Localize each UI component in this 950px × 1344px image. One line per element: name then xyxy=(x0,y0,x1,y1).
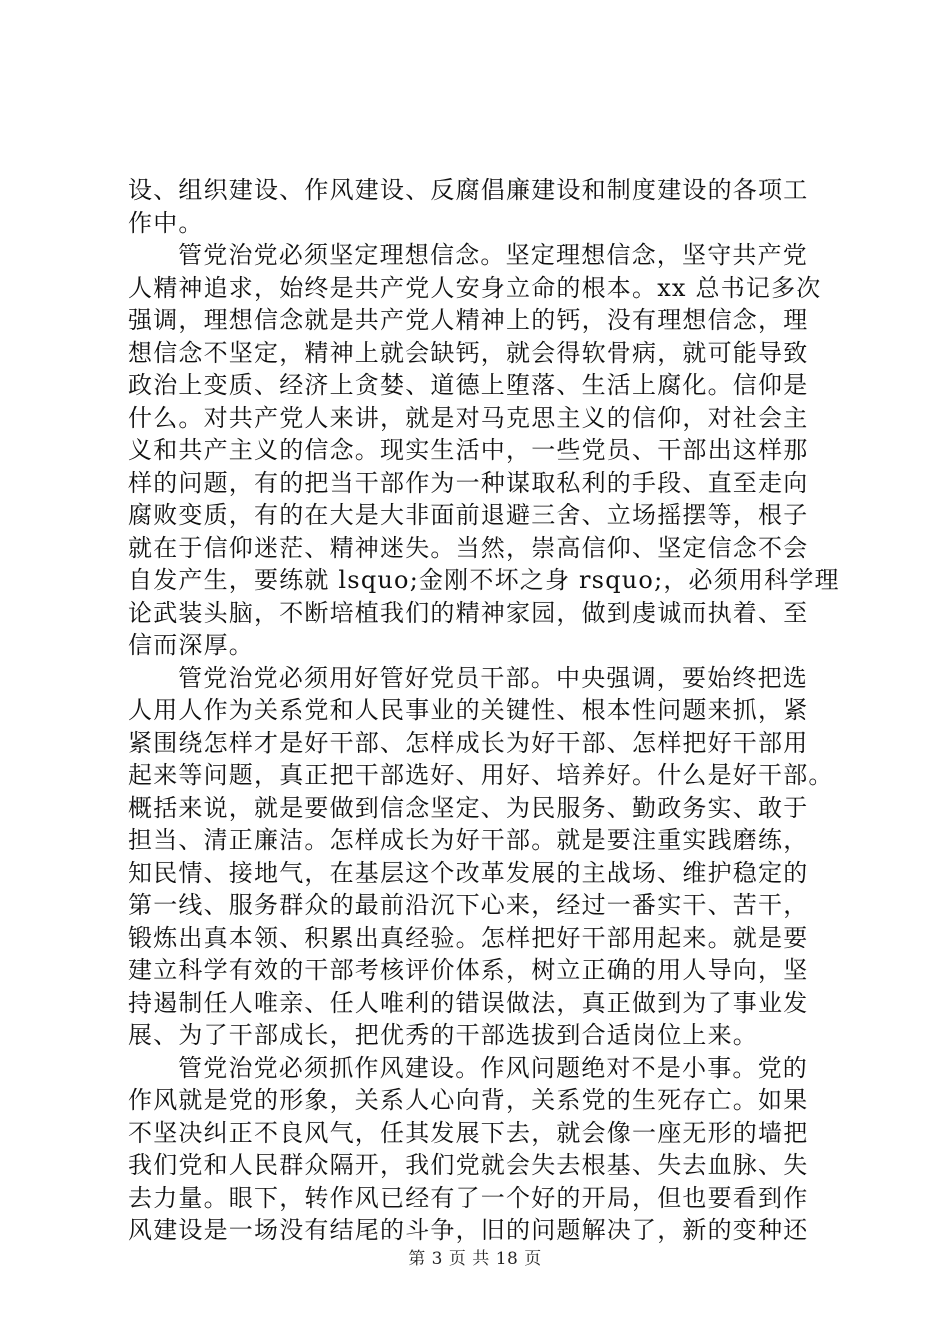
text-line: 义和共产主义的信念。现实生活中，一些党员、干部出这样那 xyxy=(128,436,809,464)
text-line: 样的问题，有的把当干部作为一种谋取私利的手段、直至走向 xyxy=(128,468,809,497)
text-line: 我们党和人民群众隔开，我们党就会失去根基、失去血脉、失 xyxy=(128,1151,809,1179)
text-line: 概括来说，就是要做到信念坚定、为民服务、勤政务实、敢于 xyxy=(128,793,809,822)
text-line: 持遏制任人唯亲、任人唯利的错误做法，真正做到为了事业发 xyxy=(128,988,809,1017)
text-line: 强调，理想信念就是共产党人精神上的钙，没有理想信念，理 xyxy=(128,306,809,334)
paragraph-start-line: 管党治党必须抓作风建设。作风问题绝对不是小事。党的 xyxy=(178,1053,808,1082)
text-line: 想信念不坚定，精神上就会缺钙，就会得软骨病，就可能导致 xyxy=(128,338,809,367)
text-line: 风建设是一场没有结尾的斗争，旧的问题解决了，新的变种还 xyxy=(128,1216,809,1244)
body-text xyxy=(128,174,848,1247)
text-line: 不坚决纠正不良风气，任其发展下去，就会像一座无形的墙把 xyxy=(128,1118,809,1147)
text-line: 信而深厚。 xyxy=(128,631,254,659)
paragraph-start-line: 管党治党必须坚定理想信念。坚定理想信念，坚守共产党 xyxy=(178,241,808,269)
text-line: 作风就是党的形象，关系人心向背，关系党的生死存亡。如果 xyxy=(128,1086,809,1114)
text-line: 紧围绕怎样才是好干部、怎样成长为好干部、怎样把好干部用 xyxy=(128,728,809,757)
text-line: 就在于信仰迷茫、精神迷失。当然，崇高信仰、坚定信念不会 xyxy=(128,533,809,562)
text-line: 第一线、服务群众的最前沿沉下心来，经过一番实干、苦干， xyxy=(128,891,809,919)
paragraph-start-line: 管党治党必须用好管好党员干部。中央强调，要始终把选 xyxy=(178,663,808,692)
text-line: 去力量。眼下，转作风已经有了一个好的开局，但也要看到作 xyxy=(128,1183,809,1212)
text-line: 什么。对共产党人来讲，就是对马克思主义的信仰，对社会主 xyxy=(128,403,809,432)
text-line: 锻炼出真本领、积累出真经验。怎样把好干部用起来。就是要 xyxy=(128,923,809,952)
text-line: 自发产生，要练就 lsquo;金刚不坏之身 rsquo;，必须用科学理 xyxy=(128,566,840,594)
text-line: 政治上变质、经济上贪婪、道德上堕落、生活上腐化。信仰是 xyxy=(128,371,809,399)
text-line: 论武装头脑，不断培植我们的精神家园，做到虔诚而执着、至 xyxy=(128,598,809,627)
text-line: 知民情、接地气，在基层这个改革发展的主战场、维护稳定的 xyxy=(128,858,809,887)
text-line: 设、组织建设、作风建设、反腐倡廉建设和制度建设的各项工 xyxy=(128,176,809,204)
page-footer: 第 3 页 共 18 页 xyxy=(408,1249,542,1269)
text-line: 起来等问题，真正把干部选好、用好、培养好。什么是好干部。 xyxy=(128,761,834,789)
text-line: 展、为了干部成长，把优秀的干部选拔到合适岗位上来。 xyxy=(128,1021,758,1049)
text-line: 担当、清正廉洁。怎样成长为好干部。就是要注重实践磨练， xyxy=(128,826,809,854)
text-line: 人用人作为关系党和人民事业的关键性、根本性问题来抓，紧 xyxy=(128,696,809,724)
text-line: 建立科学有效的干部考核评价体系，树立正确的用人导向，坚 xyxy=(128,956,809,984)
text-line: 作中。 xyxy=(128,208,204,237)
text-line: 人精神追求，始终是共产党人安身立命的根本。xx 总书记多次 xyxy=(128,273,822,302)
text-line: 腐败变质，有的在大是大非面前退避三舍、立场摇摆等，根子 xyxy=(128,501,809,529)
